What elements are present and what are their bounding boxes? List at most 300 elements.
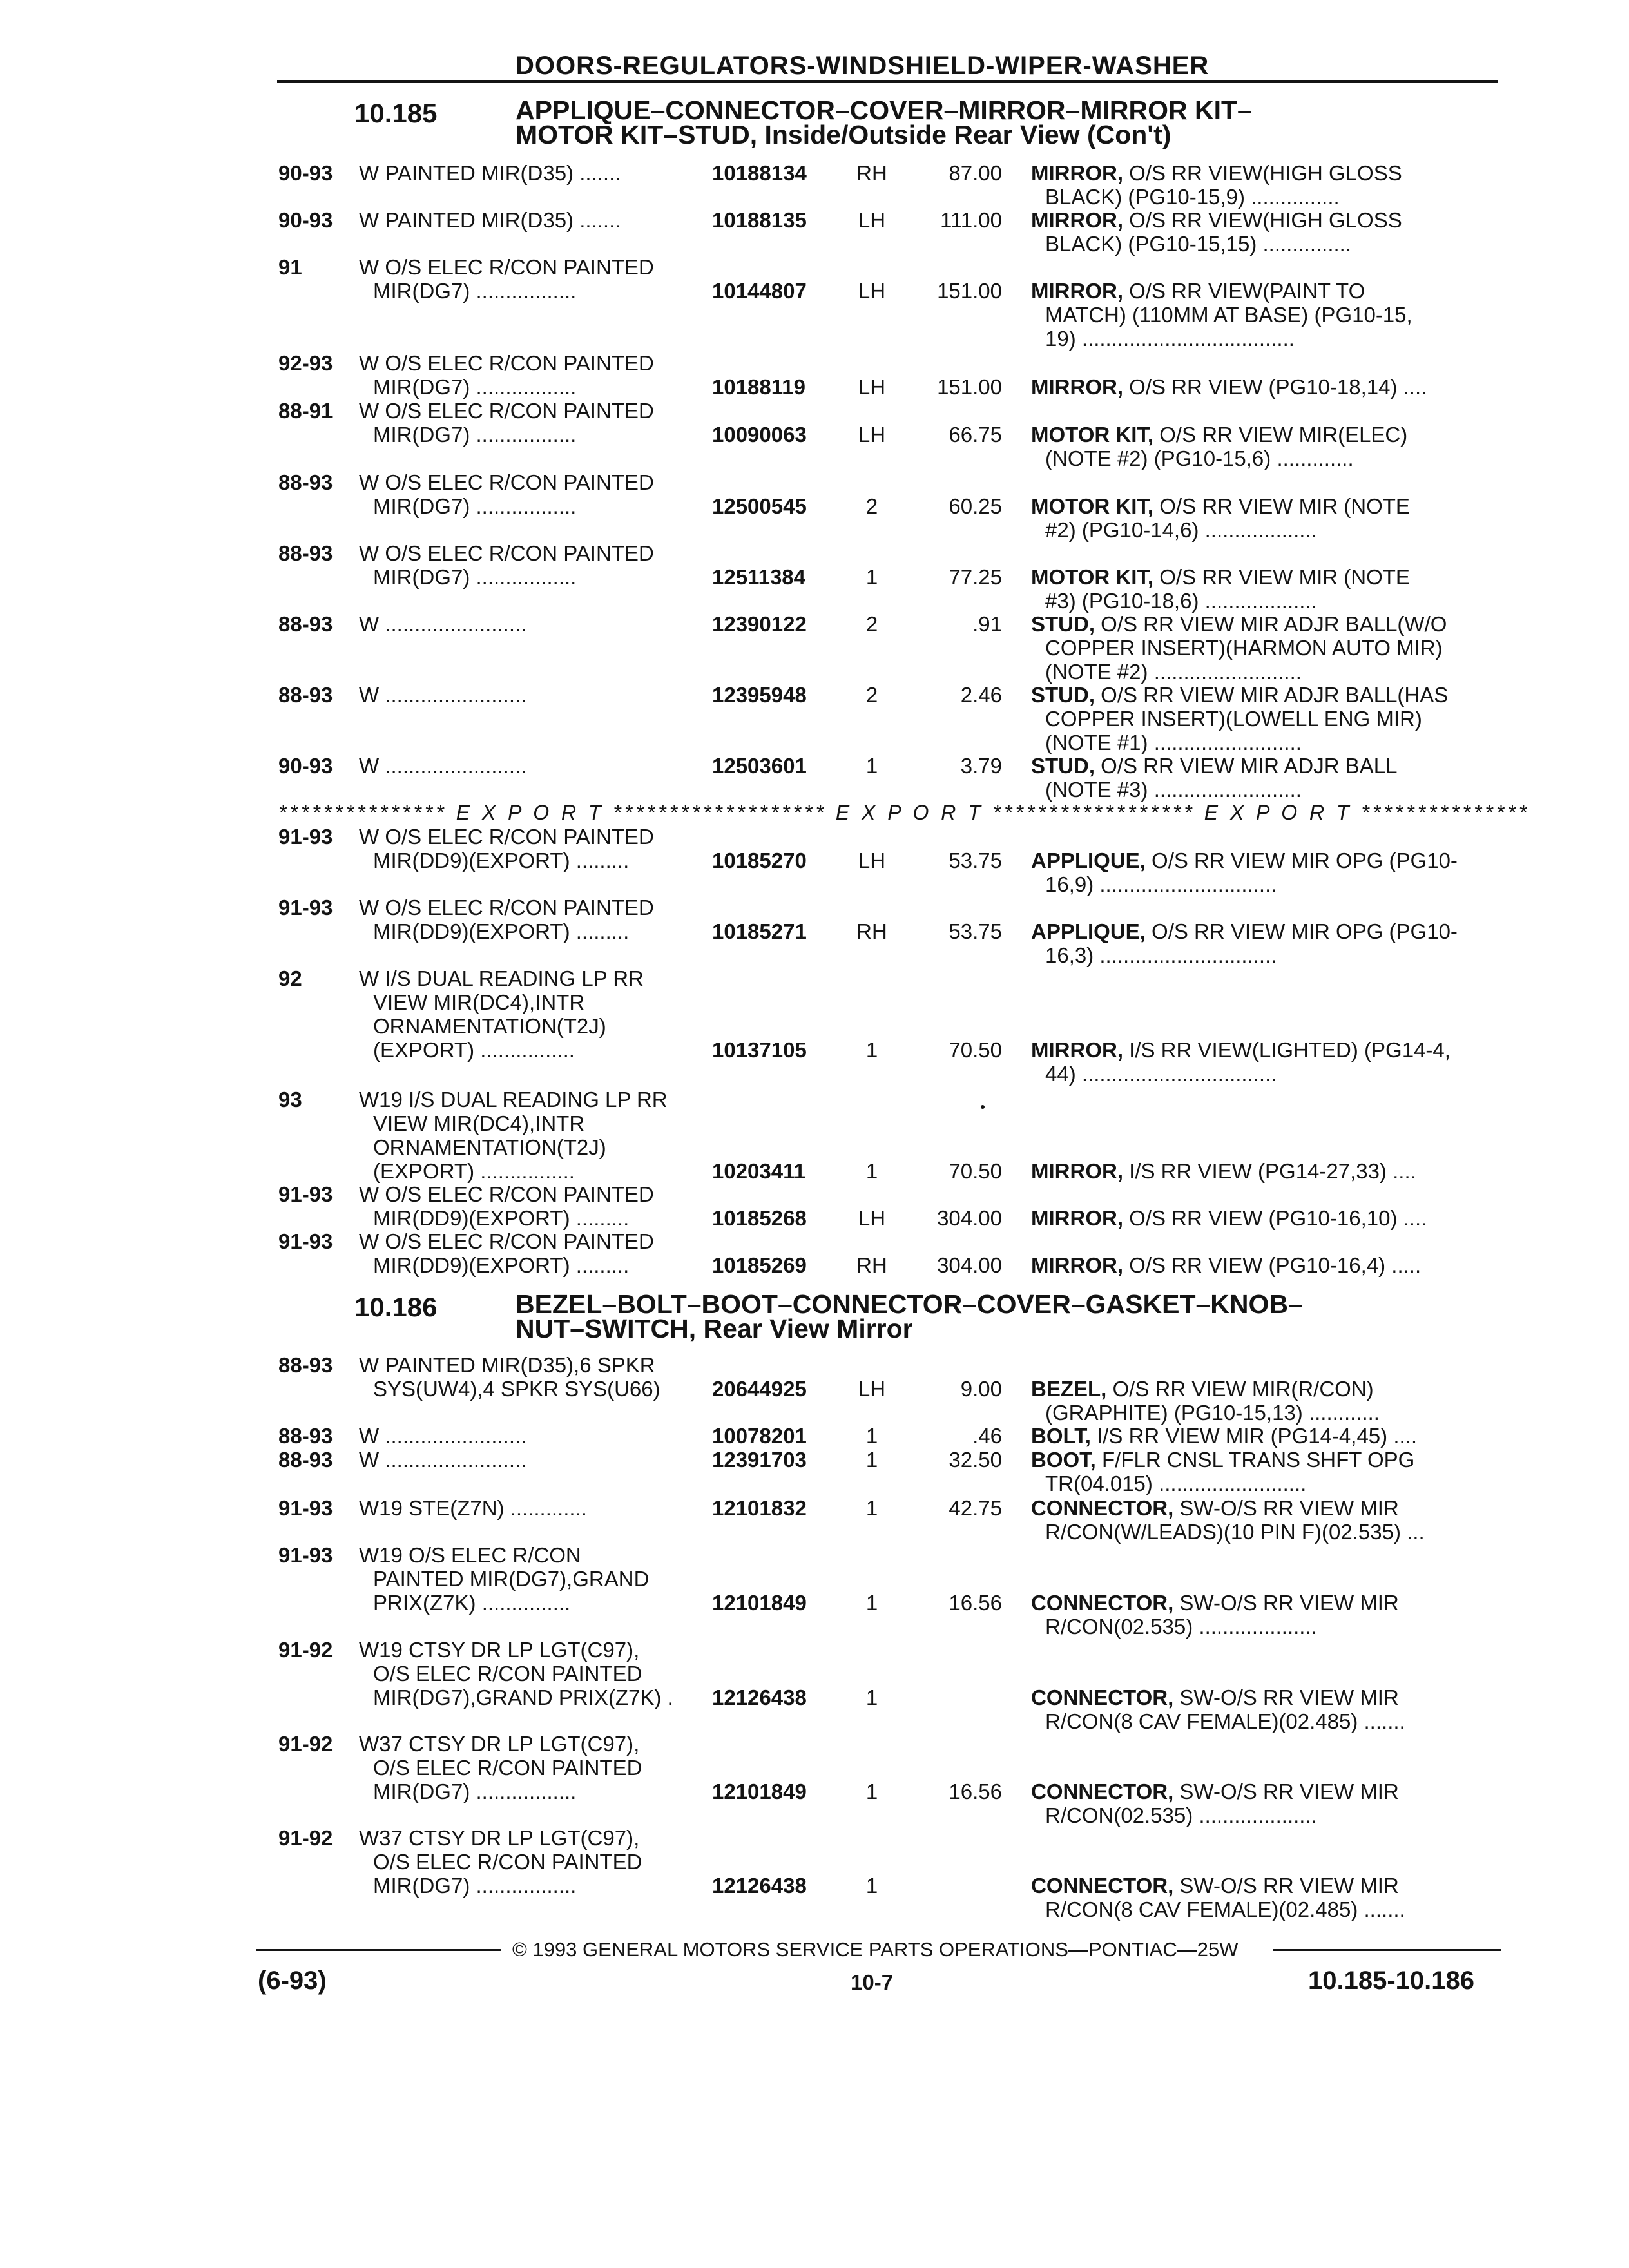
usage-line: MIR(DD9)(EXPORT) ......... <box>373 849 630 872</box>
unit-price: 16.56 <box>949 1780 1002 1803</box>
section-number: 10.186 <box>354 1292 438 1322</box>
usage-line: W O/S ELEC R/CON PAINTED <box>359 1229 654 1253</box>
usage-line: MIR(DD9)(EXPORT) ......... <box>373 1253 630 1277</box>
part-name-keyword: APPLIQUE, <box>1031 849 1146 872</box>
part-name-keyword: BOOT, <box>1031 1448 1096 1472</box>
part-number: 12391703 <box>712 1448 807 1472</box>
part-name-line: MATCH) (110MM AT BASE) (PG10-15, <box>1045 303 1412 327</box>
unit-price: 53.75 <box>949 919 1002 943</box>
part-name-text: O/S RR VIEW MIR ADJR BALL <box>1095 754 1398 778</box>
usage-description <box>359 1353 660 1401</box>
unit-price: 304.00 <box>937 1206 1002 1230</box>
quantity: LH <box>858 208 886 232</box>
usage-line: W O/S ELEC R/CON PAINTED <box>359 470 654 494</box>
usage-line: W19 STE(Z7N) ............. <box>359 1496 587 1520</box>
usage-line: O/S ELEC R/CON PAINTED <box>373 1662 642 1686</box>
part-name-line <box>1031 612 1447 636</box>
page-number: 10-7 <box>851 1970 894 1994</box>
quantity: 1 <box>865 1448 878 1472</box>
section-title-line: NUT–SWITCH, Rear View Mirror <box>516 1314 913 1343</box>
part-number: 10188119 <box>712 375 806 399</box>
part-name-text: O/S RR VIEW MIR(R/CON) <box>1106 1377 1374 1401</box>
part-name <box>1031 1377 1380 1425</box>
quantity: 1 <box>865 1424 878 1448</box>
part-name-text: O/S RR VIEW(HIGH GLOSS <box>1123 208 1402 232</box>
usage-line: W19 I/S DUAL READING LP RR <box>359 1088 668 1111</box>
usage-line: SYS(UW4),4 SPKR SYS(U66) <box>373 1377 660 1401</box>
part-name <box>1031 208 1402 256</box>
part-name-line <box>1031 1874 1405 1898</box>
usage-line: W I/S DUAL READING LP RR <box>359 966 644 990</box>
model-years: 91-92 <box>278 1732 333 1756</box>
usage-line: W ........................ <box>359 754 527 778</box>
part-number: 12126438 <box>712 1686 807 1709</box>
quantity: 1 <box>865 1038 878 1062</box>
part-number: 10188134 <box>712 161 807 185</box>
part-name <box>1031 1874 1405 1921</box>
usage-description <box>359 1424 526 1448</box>
quantity: RH <box>856 161 887 185</box>
usage-line: MIR(DD9)(EXPORT) ......... <box>373 1206 630 1230</box>
usage-description <box>359 1826 642 1898</box>
quantity: 2 <box>865 683 878 707</box>
part-name-line: R/CON(02.535) .................... <box>1045 1615 1317 1639</box>
unit-price: 111.00 <box>940 208 1002 232</box>
part-name-text: O/S RR VIEW(HIGH GLOSS <box>1123 161 1402 185</box>
quantity: 1 <box>865 1496 878 1520</box>
unit-price: 16.56 <box>949 1591 1002 1615</box>
part-name-line: 44) ................................. <box>1045 1062 1277 1086</box>
part-name-keyword: CONNECTOR, <box>1031 1686 1174 1709</box>
part-name-text: O/S RR VIEW MIR ADJR BALL(W/O <box>1095 612 1447 636</box>
part-name <box>1031 161 1402 209</box>
part-name-text: SW-O/S RR VIEW MIR <box>1173 1686 1399 1709</box>
part-name <box>1031 1253 1421 1277</box>
part-number: 12101832 <box>712 1496 807 1520</box>
section-range: 10.185-10.186 <box>1308 1966 1475 1995</box>
part-name-line <box>1031 161 1402 185</box>
usage-line: (EXPORT) ................ <box>373 1038 575 1062</box>
usage-line: W37 CTSY DR LP LGT(C97), <box>359 1826 640 1850</box>
unit-price: 42.75 <box>949 1496 1002 1520</box>
model-years: 91-93 <box>278 825 333 849</box>
quantity: 2 <box>865 494 878 518</box>
part-name <box>1031 375 1427 399</box>
part-name-keyword: MIRROR, <box>1031 375 1123 399</box>
part-number: 10185269 <box>712 1253 807 1277</box>
model-years: 91-93 <box>278 1229 333 1253</box>
usage-line: W O/S ELEC R/CON PAINTED <box>359 1182 654 1206</box>
model-years: 91-93 <box>278 1543 333 1567</box>
model-years: 88-93 <box>278 683 333 707</box>
usage-line: (EXPORT) ................ <box>373 1159 575 1183</box>
part-name-keyword: MIRROR, <box>1031 1159 1123 1183</box>
quantity: LH <box>858 849 886 872</box>
part-name-line <box>1031 1206 1427 1230</box>
unit-price: 66.75 <box>949 423 1002 447</box>
usage-description <box>359 351 654 399</box>
usage-line: W ........................ <box>359 683 527 707</box>
quantity: LH <box>858 375 886 399</box>
part-name <box>1031 1038 1451 1086</box>
part-number: 12511384 <box>712 565 806 589</box>
model-years: 90-93 <box>278 161 333 185</box>
part-name-text: SW-O/S RR VIEW MIR <box>1173 1496 1399 1520</box>
part-name-keyword: MIRROR, <box>1031 279 1123 303</box>
usage-line: W O/S ELEC R/CON PAINTED <box>359 825 654 849</box>
quantity: RH <box>856 1253 887 1277</box>
section-title <box>516 1289 1303 1343</box>
part-name-line <box>1031 208 1402 232</box>
part-number: 20644925 <box>712 1377 807 1401</box>
part-name <box>1031 565 1410 613</box>
stray-dot <box>981 1105 985 1109</box>
part-name-keyword: BEZEL, <box>1031 1377 1107 1401</box>
part-name-text: I/S RR VIEW MIR (PG14-4,45) .... <box>1090 1424 1417 1448</box>
part-name-keyword: CONNECTOR, <box>1031 1874 1174 1898</box>
part-name-text: I/S RR VIEW(LIGHTED) (PG14-4, <box>1123 1038 1451 1062</box>
usage-line: W PAINTED MIR(D35) ....... <box>359 208 621 232</box>
usage-line: VIEW MIR(DC4),INTR <box>373 1111 585 1135</box>
model-years: 91-92 <box>278 1638 333 1662</box>
part-name-line <box>1031 423 1407 447</box>
model-years: 88-93 <box>278 612 333 636</box>
usage-line: W O/S ELEC R/CON PAINTED <box>359 896 654 919</box>
part-name-keyword: STUD, <box>1031 612 1095 636</box>
section-title-line: BEZEL–BOLT–BOOT–CONNECTOR–COVER–GASKET–KNOB– <box>516 1289 1303 1319</box>
section-title <box>516 95 1252 149</box>
export-banner: *************** E X P O R T ******************* E X P O R T ****************** E X P O R T *************** <box>278 801 1530 824</box>
part-name-line <box>1031 1686 1405 1709</box>
usage-line: MIR(DG7) ................. <box>373 1780 577 1803</box>
quantity: LH <box>858 279 886 303</box>
model-years: 91 <box>278 255 302 279</box>
model-years: 93 <box>278 1088 302 1111</box>
part-name <box>1031 849 1458 896</box>
part-name-line: BLACK) (PG10-15,9) ............... <box>1045 185 1340 209</box>
part-name-line: BLACK) (PG10-15,15) ............... <box>1045 232 1352 256</box>
part-number: 12101849 <box>712 1591 807 1615</box>
model-years: 91-93 <box>278 896 333 919</box>
part-name-line <box>1031 1253 1421 1277</box>
usage-description <box>359 470 654 518</box>
part-name-line: (NOTE #3) ......................... <box>1045 778 1302 802</box>
part-number: 10203411 <box>712 1159 806 1183</box>
part-name-line: R/CON(W/LEADS)(10 PIN F)(02.535) ... <box>1045 1520 1425 1544</box>
part-name-line <box>1031 1448 1414 1472</box>
quantity: 1 <box>865 754 878 778</box>
quantity: LH <box>858 423 886 447</box>
section-number: 10.185 <box>354 98 438 128</box>
part-name-line: TR(04.015) ......................... <box>1045 1472 1307 1495</box>
part-number: 10090063 <box>712 423 807 447</box>
usage-line: W PAINTED MIR(D35),6 SPKR <box>359 1353 655 1377</box>
usage-description <box>359 541 654 589</box>
part-name-line <box>1031 565 1410 589</box>
part-name-line <box>1031 375 1427 399</box>
usage-line: W37 CTSY DR LP LGT(C97), <box>359 1732 640 1756</box>
model-years: 88-93 <box>278 1448 333 1472</box>
usage-line: ORNAMENTATION(T2J) <box>373 1014 606 1038</box>
model-years: 91-92 <box>278 1826 333 1850</box>
part-name <box>1031 1424 1417 1448</box>
part-name <box>1031 754 1397 802</box>
usage-line: W ........................ <box>359 612 527 636</box>
usage-line: W19 CTSY DR LP LGT(C97), <box>359 1638 640 1662</box>
usage-line: W O/S ELEC R/CON PAINTED <box>359 351 654 375</box>
usage-line: MIR(DG7) ................. <box>373 375 577 399</box>
part-name-line: (NOTE #2) ......................... <box>1045 660 1302 684</box>
part-name-keyword: STUD, <box>1031 683 1095 707</box>
part-name-keyword: STUD, <box>1031 754 1095 778</box>
part-name-text: O/S RR VIEW(PAINT TO <box>1123 279 1365 303</box>
part-name-text: SW-O/S RR VIEW MIR <box>1173 1780 1399 1803</box>
usage-line: MIR(DG7) ................. <box>373 1874 577 1898</box>
part-name-line <box>1031 919 1458 943</box>
part-name-keyword: MOTOR KIT, <box>1031 565 1154 589</box>
usage-description <box>359 208 621 232</box>
usage-description <box>359 399 654 447</box>
part-name <box>1031 423 1407 470</box>
part-name-keyword: BOLT, <box>1031 1424 1091 1448</box>
unit-price: 2.46 <box>960 683 1002 707</box>
part-name-text: O/S RR VIEW (PG10-18,14) .... <box>1123 375 1427 399</box>
part-name-keyword: CONNECTOR, <box>1031 1496 1174 1520</box>
part-number: 10144807 <box>712 279 807 303</box>
usage-line: W O/S ELEC R/CON PAINTED <box>359 399 654 423</box>
quantity: 1 <box>865 1780 878 1803</box>
part-number: 10078201 <box>712 1424 807 1448</box>
part-name <box>1031 919 1458 967</box>
part-name-text: O/S RR VIEW (PG10-16,10) .... <box>1123 1206 1427 1230</box>
usage-line: W O/S ELEC R/CON PAINTED <box>359 541 654 565</box>
usage-line: MIR(DG7) ................. <box>373 423 577 447</box>
part-name-line: 16,9) .............................. <box>1045 872 1277 896</box>
part-name <box>1031 683 1448 754</box>
unit-price: 70.50 <box>949 1159 1002 1183</box>
part-name <box>1031 494 1410 542</box>
quantity: 1 <box>865 1159 878 1183</box>
date-code: (6-93) <box>258 1966 327 1995</box>
part-number: 10188135 <box>712 208 807 232</box>
usage-line: O/S ELEC R/CON PAINTED <box>373 1850 642 1874</box>
usage-description <box>359 1638 673 1709</box>
usage-description <box>359 255 654 303</box>
footer-rule-right <box>1273 1949 1501 1951</box>
quantity: 2 <box>865 612 878 636</box>
part-number: 12395948 <box>712 683 807 707</box>
part-name-line <box>1031 1038 1451 1062</box>
part-name-text: SW-O/S RR VIEW MIR <box>1173 1874 1399 1898</box>
quantity: 1 <box>865 1874 878 1898</box>
part-name-line: COPPER INSERT)(LOWELL ENG MIR) <box>1045 707 1422 731</box>
part-name-line <box>1031 1591 1399 1615</box>
usage-description <box>359 1229 654 1277</box>
part-name-keyword: CONNECTOR, <box>1031 1591 1174 1615</box>
model-years: 92 <box>278 966 302 990</box>
model-years: 90-93 <box>278 754 333 778</box>
part-name <box>1031 1686 1405 1733</box>
unit-price: .46 <box>972 1424 1002 1448</box>
part-name-line <box>1031 494 1410 518</box>
part-name-line <box>1031 849 1458 872</box>
part-name-text: O/S RR VIEW MIR(ELEC) <box>1153 423 1408 447</box>
part-name-line: (NOTE #1) ......................... <box>1045 731 1302 754</box>
quantity: 1 <box>865 1686 878 1709</box>
part-number: 12500545 <box>712 494 807 518</box>
part-name-text: I/S RR VIEW (PG14-27,33) .... <box>1123 1159 1416 1183</box>
part-name-keyword: MIRROR, <box>1031 208 1123 232</box>
usage-description <box>359 612 526 636</box>
part-name <box>1031 279 1412 351</box>
usage-description <box>359 1732 642 1803</box>
usage-description <box>359 1448 526 1472</box>
unit-price: 87.00 <box>949 161 1002 185</box>
part-name-line: R/CON(8 CAV FEMALE)(02.485) ....... <box>1045 1709 1405 1733</box>
part-name-keyword: APPLIQUE, <box>1031 919 1146 943</box>
part-number: 12503601 <box>712 754 807 778</box>
part-name-keyword: MIRROR, <box>1031 161 1123 185</box>
part-name-text: O/S RR VIEW MIR OPG (PG10- <box>1145 919 1458 943</box>
usage-description <box>359 1543 649 1615</box>
part-number: 10185268 <box>712 1206 807 1230</box>
usage-description <box>359 161 621 185</box>
part-number: 10185271 <box>712 919 807 943</box>
usage-line: W19 O/S ELEC R/CON <box>359 1543 581 1567</box>
part-name-line <box>1031 1159 1416 1183</box>
usage-line: W O/S ELEC R/CON PAINTED <box>359 255 654 279</box>
part-name-keyword: MOTOR KIT, <box>1031 423 1154 447</box>
model-years: 88-91 <box>278 399 333 423</box>
usage-line: O/S ELEC R/CON PAINTED <box>373 1756 642 1780</box>
usage-line: PRIX(Z7K) ............... <box>373 1591 571 1615</box>
part-name-line: 19) .................................... <box>1045 327 1295 351</box>
usage-description <box>359 683 526 707</box>
unit-price: 151.00 <box>937 279 1002 303</box>
part-name-line: (GRAPHITE) (PG10-15,13) ............ <box>1045 1401 1380 1425</box>
usage-line: MIR(DG7),GRAND PRIX(Z7K) . <box>373 1686 673 1709</box>
header-rule <box>277 80 1498 83</box>
usage-line: MIR(DG7) ................. <box>373 494 577 518</box>
part-name-line: R/CON(02.535) .................... <box>1045 1803 1317 1827</box>
part-name-line <box>1031 1424 1417 1448</box>
part-name-keyword: MIRROR, <box>1031 1253 1123 1277</box>
quantity: LH <box>858 1206 886 1230</box>
unit-price: 32.50 <box>949 1448 1002 1472</box>
unit-price: 9.00 <box>960 1377 1002 1401</box>
part-name-keyword: MOTOR KIT, <box>1031 494 1154 518</box>
part-name-line: 16,3) .............................. <box>1045 943 1277 967</box>
unit-price: 151.00 <box>937 375 1002 399</box>
part-name-line: #3) (PG10-18,6) ................... <box>1045 589 1317 613</box>
part-name <box>1031 1448 1414 1495</box>
usage-line: W PAINTED MIR(D35) ....... <box>359 161 621 185</box>
part-name-text: O/S RR VIEW (PG10-16,4) ..... <box>1123 1253 1422 1277</box>
part-name-line: COPPER INSERT)(HARMON AUTO MIR) <box>1045 636 1443 660</box>
model-years: 88-93 <box>278 1424 333 1448</box>
usage-line: MIR(DD9)(EXPORT) ......... <box>373 919 630 943</box>
part-name-line: #2) (PG10-14,6) ................... <box>1045 518 1317 542</box>
model-years: 88-93 <box>278 541 333 565</box>
part-name <box>1031 612 1447 684</box>
usage-line: W ........................ <box>359 1448 527 1472</box>
quantity: 1 <box>865 1591 878 1615</box>
copyright-text: © 1993 GENERAL MOTORS SERVICE PARTS OPERATIONS—PONTIAC—25W <box>512 1938 1239 1961</box>
part-name-line: (NOTE #2) (PG10-15,6) ............. <box>1045 447 1354 470</box>
usage-line: VIEW MIR(DC4),INTR <box>373 990 585 1014</box>
usage-line: W ........................ <box>359 1424 527 1448</box>
usage-line: MIR(DG7) ................. <box>373 565 577 589</box>
usage-description <box>359 825 654 872</box>
footer-rule-left <box>256 1949 501 1951</box>
part-name-text: F/FLR CNSL TRANS SHFT OPG <box>1095 1448 1415 1472</box>
part-name-line <box>1031 1496 1425 1520</box>
model-years: 88-93 <box>278 470 333 494</box>
part-name-keyword: MIRROR, <box>1031 1206 1123 1230</box>
part-number: 10185270 <box>712 849 807 872</box>
part-name-line <box>1031 683 1448 707</box>
part-name-line <box>1031 279 1412 303</box>
model-years: 91-93 <box>278 1496 333 1520</box>
unit-price: 70.50 <box>949 1038 1002 1062</box>
part-name-line: R/CON(8 CAV FEMALE)(02.485) ....... <box>1045 1898 1405 1921</box>
unit-price: 304.00 <box>937 1253 1002 1277</box>
part-name <box>1031 1591 1399 1639</box>
unit-price: 60.25 <box>949 494 1002 518</box>
model-years: 92-93 <box>278 351 333 375</box>
unit-price: .91 <box>972 612 1002 636</box>
usage-description <box>359 1496 587 1520</box>
unit-price: 3.79 <box>960 754 1002 778</box>
usage-line: MIR(DG7) ................. <box>373 279 577 303</box>
part-number: 12390122 <box>712 612 807 636</box>
usage-description <box>359 1182 654 1230</box>
quantity: RH <box>856 919 887 943</box>
part-name-line <box>1031 1780 1399 1803</box>
usage-description <box>359 896 654 943</box>
unit-price: 77.25 <box>949 565 1002 589</box>
part-name-text: O/S RR VIEW MIR (NOTE <box>1153 494 1410 518</box>
part-name-text: O/S RR VIEW MIR (NOTE <box>1153 565 1410 589</box>
section-title-line: APPLIQUE–CONNECTOR–COVER–MIRROR–MIRROR KIT– <box>516 95 1252 125</box>
usage-line: ORNAMENTATION(T2J) <box>373 1135 606 1159</box>
part-name-text: O/S RR VIEW MIR ADJR BALL(HAS <box>1095 683 1449 707</box>
section-title-line: MOTOR KIT–STUD, Inside/Outside Rear View (Con't) <box>516 120 1171 149</box>
model-years: 91-93 <box>278 1182 333 1206</box>
part-number: 12126438 <box>712 1874 807 1898</box>
part-name-text: O/S RR VIEW MIR OPG (PG10- <box>1145 849 1458 872</box>
part-name-line <box>1031 754 1397 778</box>
part-name <box>1031 1780 1399 1827</box>
part-name-line <box>1031 1377 1380 1401</box>
part-name-keyword: CONNECTOR, <box>1031 1780 1174 1803</box>
part-name <box>1031 1159 1416 1183</box>
part-number: 10137105 <box>712 1038 807 1062</box>
part-number: 12101849 <box>712 1780 807 1803</box>
model-years: 88-93 <box>278 1353 333 1377</box>
part-name-text: SW-O/S RR VIEW MIR <box>1173 1591 1399 1615</box>
part-name <box>1031 1496 1425 1544</box>
unit-price: 53.75 <box>949 849 1002 872</box>
usage-description <box>359 966 644 1062</box>
page-title: DOORS-REGULATORS-WINDSHIELD-WIPER-WASHER <box>516 52 1210 80</box>
quantity: LH <box>858 1377 886 1401</box>
usage-description <box>359 754 526 778</box>
part-name-keyword: MIRROR, <box>1031 1038 1123 1062</box>
quantity: 1 <box>865 565 878 589</box>
model-years: 90-93 <box>278 208 333 232</box>
part-name <box>1031 1206 1427 1230</box>
